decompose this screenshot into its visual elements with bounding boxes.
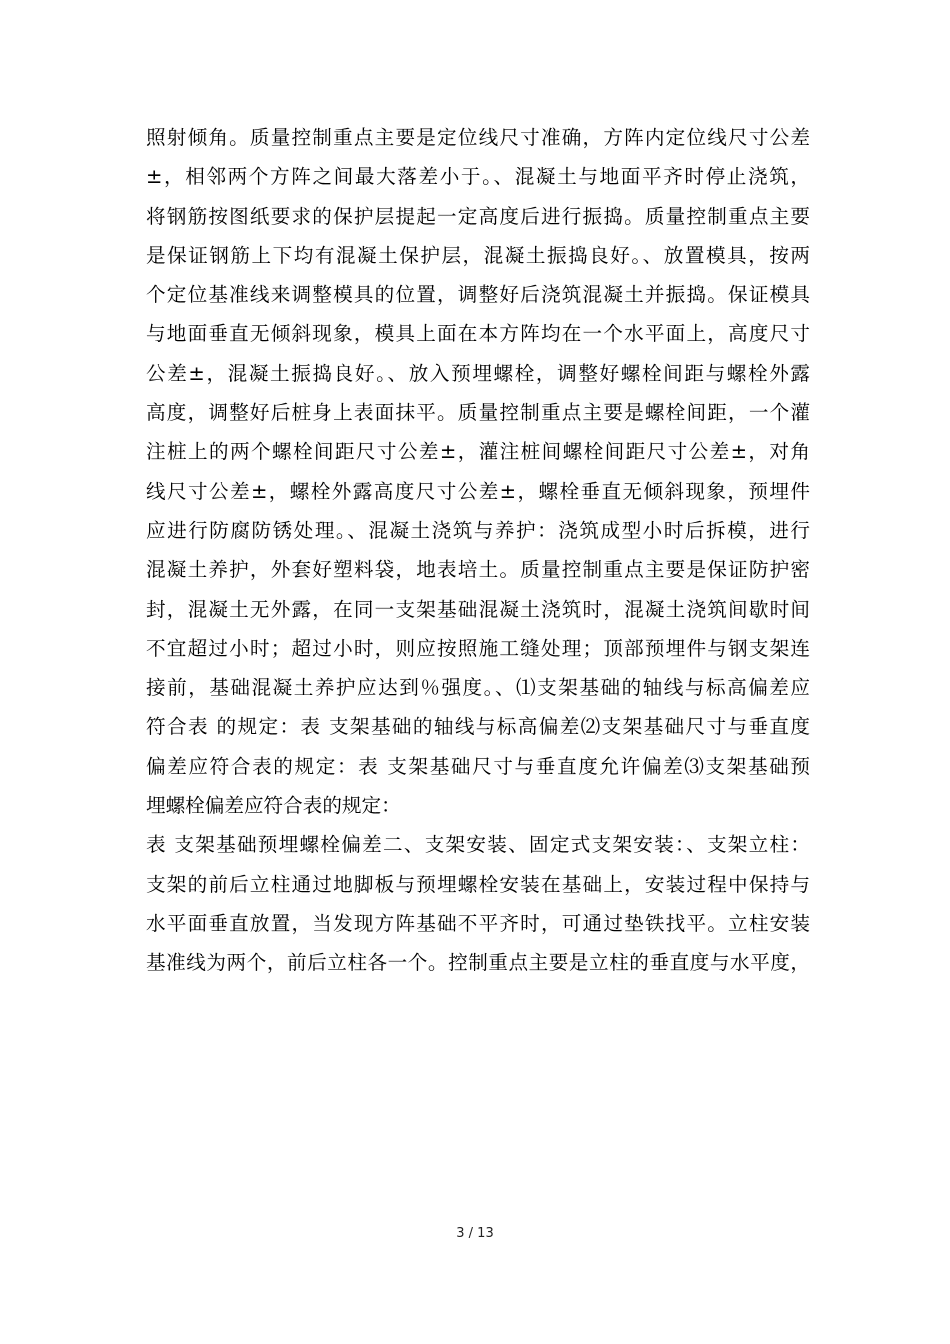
text-line: 是保证钢筋上下均有混凝土保护层，混凝土振捣良好。、放置模具，按两 [146,243,810,267]
text-line: 高度，调整好后桩身上表面抹平。质量控制重点主要是螺栓间距，一个灌 [146,401,810,425]
text-line: 支架的前后立柱通过地脚板与预埋螺栓安装在基础上，安装过程中保持与 [146,872,810,896]
text-line: 符合表 的规定：表 支架基础的轴线与标高偏差⑵支架基础尺寸与垂直度 [146,715,810,739]
text-line: 埋螺栓偏差应符合表的规定： [146,794,401,818]
text-line: 不宜超过小时；超过小时，则应按照施工缝处理；顶部预埋件与钢支架连 [146,636,810,660]
text-line: 应进行防腐防锈处理。、混凝土浇筑与养护：浇筑成型小时后拆模，进行 [146,518,810,542]
text-line: 水平面垂直放置，当发现方阵基础不平齐时，可通过垫铁找平。立柱安装 [146,911,810,935]
text-line: 混凝土养护，外套好塑料袋，地表培土。质量控制重点主要是保证防护密 [146,558,810,582]
text-line: 个定位基准线来调整模具的位置，调整好后浇筑混凝土并振捣。保证模具 [146,283,810,307]
body-paragraph [146,118,810,983]
page-number: 3 / 13 [456,1226,494,1241]
text-line: 照射倾角。质量控制重点主要是定位线尺寸准确，方阵内定位线尺寸公差 [146,126,810,149]
text-line: 偏差应符合表的规定：表 支架基础尺寸与垂直度允许偏差⑶支架基础预 [146,754,810,778]
text-line: 公差±，混凝土振捣良好。、放入预埋螺栓，调整好螺栓间距与螺栓外露 [146,361,810,385]
text-line: 线尺寸公差±，螺栓外露高度尺寸公差±，螺栓垂直无倾斜现象，预埋件 [146,479,810,503]
text-line: 与地面垂直无倾斜现象，模具上面在本方阵均在一个水平面上，高度尺寸 [146,322,810,346]
text-line: 封，混凝土无外露，在同一支架基础混凝土浇筑时，混凝土浇筑间歇时间 [146,597,810,621]
text-line: 基准线为两个，前后立柱各一个。控制重点主要是立柱的垂直度与水平度， [146,951,810,975]
text-line: 注桩上的两个螺栓间距尺寸公差±，灌注桩间螺栓间距尺寸公差±，对角 [146,440,810,464]
text-line: 将钢筋按图纸要求的保护层提起一定高度后进行振捣。质量控制重点主要 [146,204,810,228]
text-line: ±，相邻两个方阵之间最大落差小于。、混凝土与地面平齐时停止浇筑， [146,165,810,189]
text-line: 接前，基础混凝土养护应达到％强度。、⑴支架基础的轴线与标高偏差应 [146,676,810,700]
text-line: 表 支架基础预埋螺栓偏差二、支架安装、固定式支架安装：、支架立柱： [146,833,810,857]
